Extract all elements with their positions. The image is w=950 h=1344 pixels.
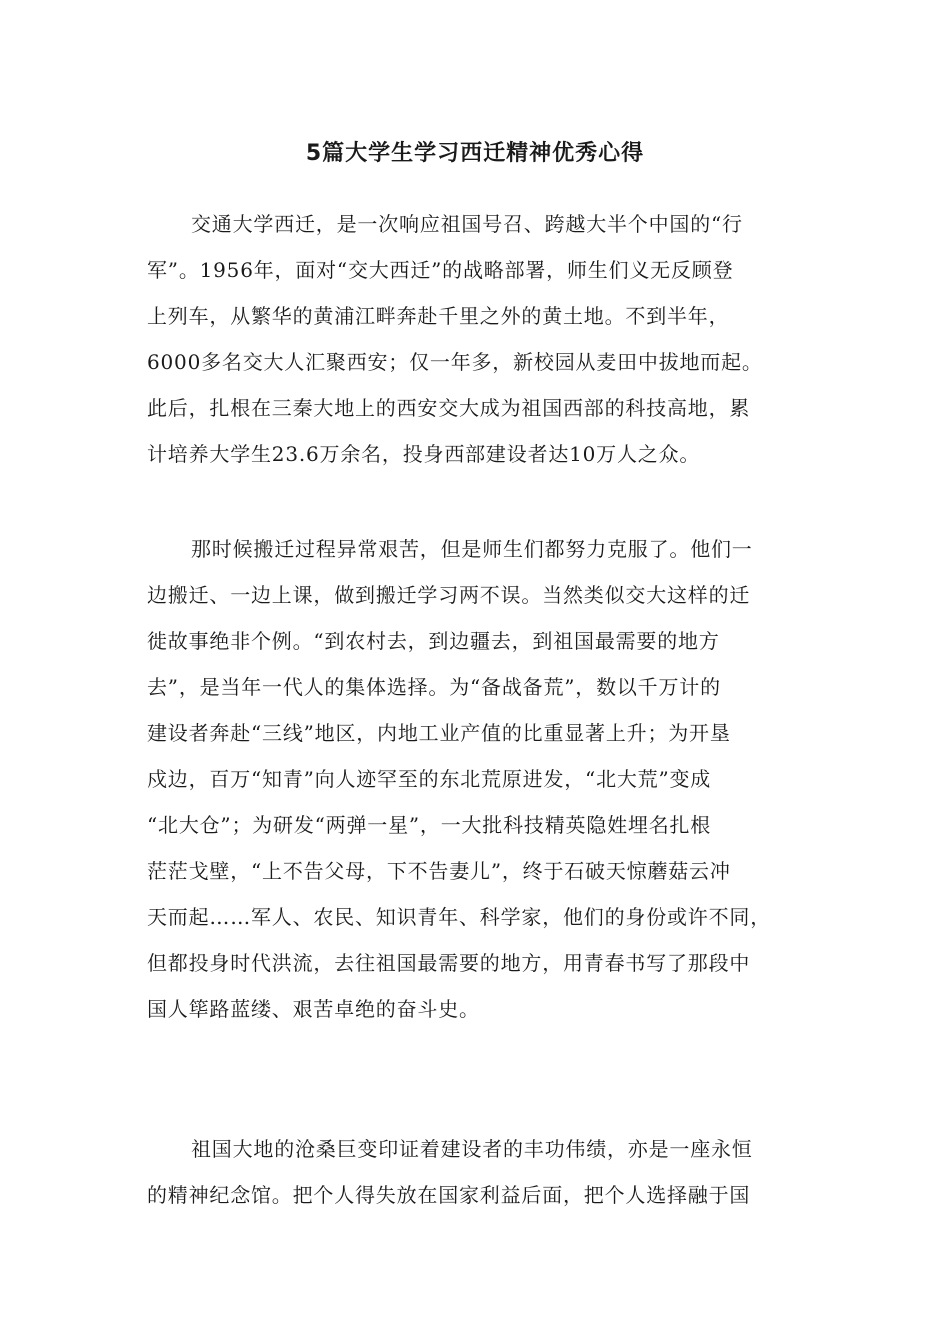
text-line: 茫茫戈壁，“上不告父母，下不告妻儿”，终于石破天惊蘑菇云冲 bbox=[147, 859, 731, 883]
text-line: 计培养大学生23.6万余名，投身西部建设者达10万人之众。 bbox=[147, 442, 701, 466]
text-line: 祖国大地的沧桑巨变印证着建设者的丰功伟绩，亦是一座永恒 bbox=[191, 1137, 753, 1161]
text-line: 建设者奔赴“三线”地区，内地工业产值的比重显著上升；为开垦 bbox=[147, 721, 731, 745]
text-line: 徙故事绝非个例。“到农村去，到边疆去，到祖国最需要的地方 bbox=[147, 629, 720, 653]
text-line: 上列车，从繁华的黄浦江畔奔赴千里之外的黄土地。不到半年， bbox=[147, 304, 730, 328]
paragraph-3 bbox=[147, 1126, 807, 1218]
paragraph-2 bbox=[147, 526, 807, 1032]
text-line: 但都投身时代洪流，去往祖国最需要的地方，用青春书写了那段中 bbox=[147, 951, 751, 975]
text-line: 那时候搬迁过程异常艰苦，但是师生们都努力克服了。他们一 bbox=[191, 537, 753, 561]
text-line: “北大仓”；为研发“两弹一星”，一大批科技精英隐姓埋名扎根 bbox=[147, 813, 712, 837]
text-line: 军”。1956年，面对“交大西迁”的战略部署，师生们义无反顾登 bbox=[147, 258, 734, 282]
text-line: 国人筚路蓝缕、艰苦卓绝的奋斗史。 bbox=[147, 997, 480, 1021]
paragraph-1 bbox=[147, 201, 807, 477]
text-line: 交通大学西迁，是一次响应祖国号召、跨越大半个中国的“行 bbox=[191, 212, 743, 236]
page-title: 5篇大学生学习西迁精神优秀心得 bbox=[305, 141, 645, 166]
text-line: 此后，扎根在三秦大地上的西安交大成为祖国西部的科技高地，累 bbox=[147, 396, 751, 420]
text-line: 6000多名交大人汇聚西安；仅一年多，新校园从麦田中拔地而起。 bbox=[147, 350, 763, 374]
text-line: 天而起……军人、农民、知识青年、科学家，他们的身份或许不同， bbox=[147, 905, 771, 929]
text-line: 边搬迁、一边上课，做到搬迁学习两不误。当然类似交大这样的迁 bbox=[147, 583, 751, 607]
text-line: 戍边，百万“知青”向人迹罕至的东北荒原进发，“北大荒”变成 bbox=[147, 767, 712, 791]
text-line: 去”，是当年一代人的集体选择。为“备战备荒”，数以千万计的 bbox=[147, 675, 721, 699]
text-line: 的精神纪念馆。把个人得失放在国家利益后面，把个人选择融于国 bbox=[147, 1183, 751, 1207]
